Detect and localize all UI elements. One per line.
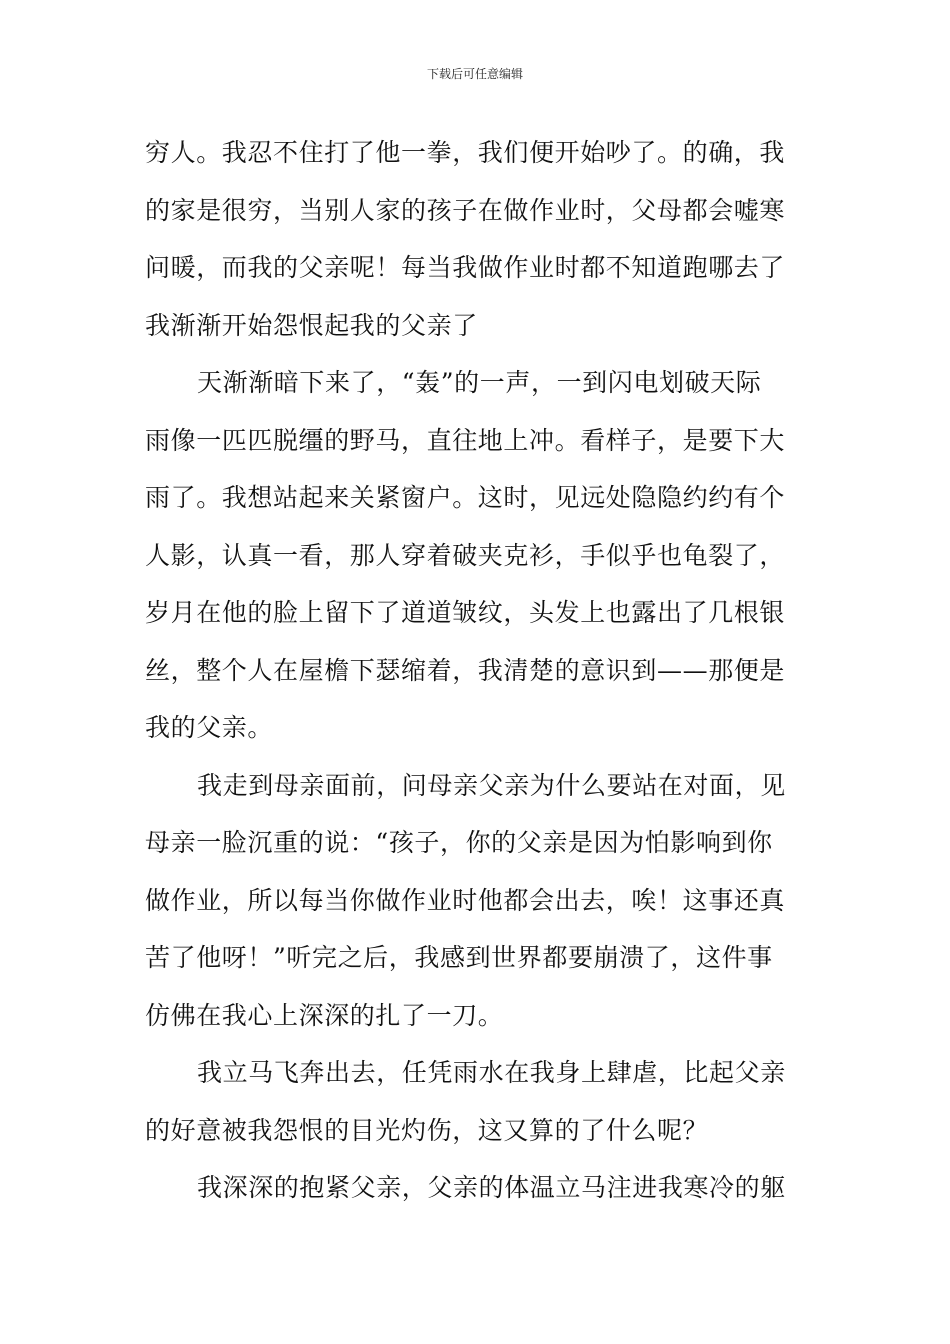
text-line: 丝，整个人在屋檐下瑟缩着，我清楚的意识到——那便是 (145, 655, 786, 685)
text-line: 仿佛在我心上深深的扎了一刀。 (145, 1000, 504, 1030)
text-line: 的好意被我怨恨的目光灼伤，这又算的了什么呢？ (145, 1115, 709, 1145)
document-body (145, 124, 807, 1217)
page-header: 下载后可任意编辑 (426, 67, 523, 81)
text-line: 苦了他呀！”听完之后，我感到世界都要崩溃了，这件事 (145, 943, 773, 972)
paragraph-first-line: 我深深的抱紧父亲，父亲的体温立马注进我寒冷的躯 (197, 1173, 786, 1202)
text-line: 做作业，所以每当你做作业时他都会出去，唉！这事还真 (145, 885, 786, 915)
text-line: 我渐渐开始怨恨起我的父亲了 (145, 310, 478, 340)
text-line: 雨像一匹匹脱缰的野马，直往地上冲。看样子，是要下大 (145, 425, 786, 455)
text-line: 问暖，而我的父亲呢！每当我做作业时都不知道跑哪去了 (145, 253, 786, 282)
text-line: 岁月在他的脸上留下了道道皱纹，头发上也露出了几根银 (145, 598, 786, 627)
text-line: 雨了。我想站起来关紧窗户。这时，见远处隐隐约约有个 (145, 483, 786, 512)
text-line: 我的父亲。 (145, 713, 274, 742)
text-line: 穷人。我忍不住打了他一拳，我们便开始吵了。的确，我 (145, 138, 786, 167)
text-line: 的家是很穷，当别人家的孩子在做作业时，父母都会嘘寒 (145, 195, 786, 225)
paragraph-first-line: 我立马飞奔出去，任凭雨水在我身上肆虐，比起父亲 (197, 1058, 786, 1087)
text-line: 母亲一脸沉重的说：“孩子，你的父亲是因为怕影响到你 (145, 828, 773, 857)
text-line: 人影，认真一看，那人穿着破夹克衫，手似乎也龟裂了， (145, 540, 786, 570)
paragraph-first-line: 我走到母亲面前，问母亲父亲为什么要站在对面，见 (197, 770, 786, 800)
paragraph-first-line: 天渐渐暗下来了，“轰”的一声，一到闪电划破天际 (197, 368, 762, 397)
